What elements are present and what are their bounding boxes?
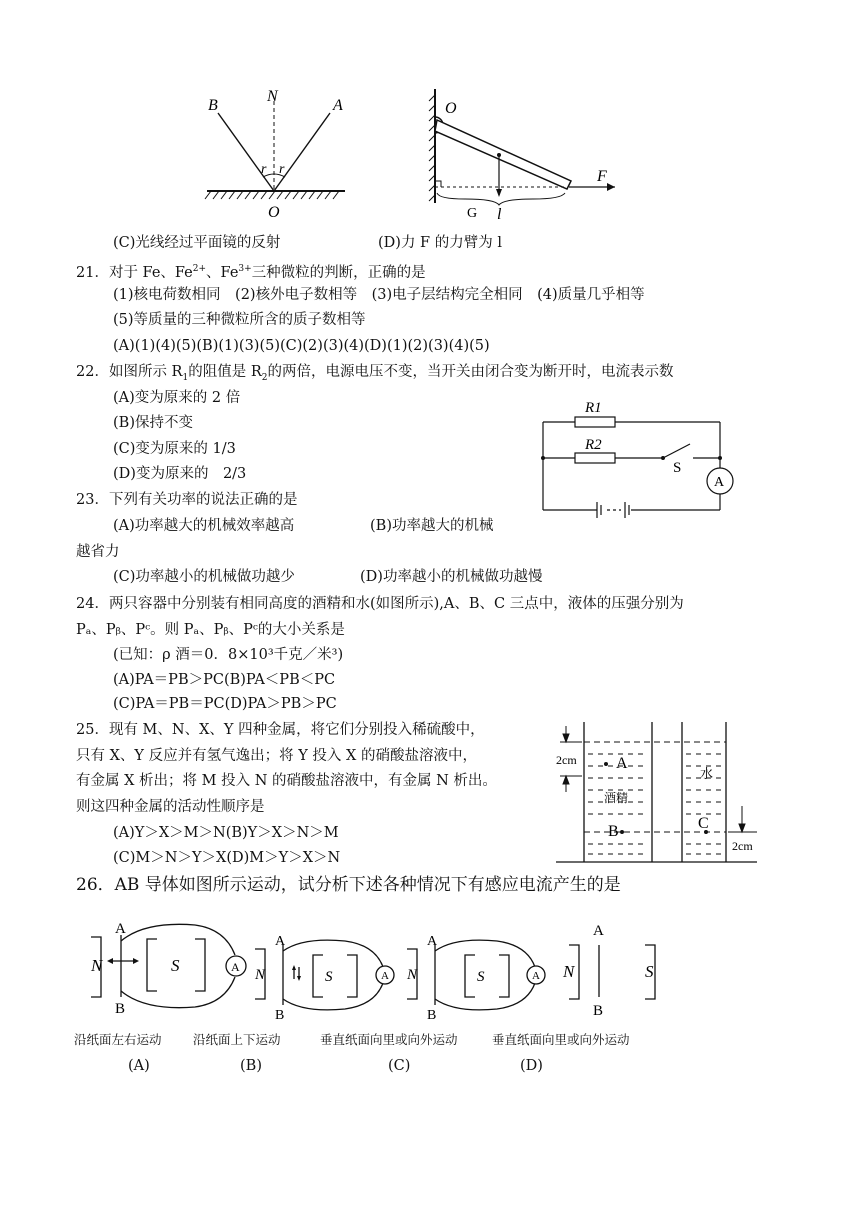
magnet-n-icon: N <box>91 956 103 975</box>
q26-label-d: (D) <box>520 1058 543 1074</box>
q26-caption-b: 沿纸面上下运动 <box>193 1032 281 1047</box>
q26-stem: 26．AB 导体如图所示运动，试分析下述各种情况下有感应电流产生的是 <box>76 875 621 895</box>
q23-option-c: (C)功率越小的机械做功越少 <box>113 569 295 585</box>
fig-c-label-top: A <box>427 934 438 949</box>
weight-g-label: G <box>467 206 478 221</box>
q25-line4: 则这四种金属的活动性顺序是 <box>76 799 265 815</box>
normal-n-label: N <box>267 88 278 105</box>
r2-label: R2 <box>585 437 602 453</box>
point-a-label: A <box>616 755 628 772</box>
magnet-n-icon: N <box>255 967 266 983</box>
lever-diagram <box>425 85 625 225</box>
depth-bottom-label: 2cm <box>732 839 753 853</box>
water-label: 水 <box>700 766 714 781</box>
magnet-n-icon: N <box>563 962 575 981</box>
q24-options-ab: (A)PA＝PB＞PC(B)PA＜PB＜PC <box>113 672 336 688</box>
angle-r-right: r <box>279 162 285 177</box>
magnet-s-icon: S <box>645 962 654 981</box>
q22-option-c: (C)变为原来的 1/3 <box>113 441 236 457</box>
r1-label: R1 <box>585 400 602 416</box>
q26-label-c: (C) <box>388 1058 411 1074</box>
q23-option-d: (D)功率越小的机械做功越慢 <box>360 569 543 585</box>
magnet-s-icon: S <box>477 969 485 985</box>
switch-s-label: S <box>673 460 682 476</box>
q23-stem: 23．下列有关功率的说法正确的是 <box>76 492 298 508</box>
q21-stem: 21．对于 Fe、$Fe^{2+}$、$Fe^{3+}$三种微粒的判断，正确的是 <box>76 264 426 281</box>
galvanometer-icon: A <box>231 960 240 974</box>
q24-options-cd: (C)PA＝PB＝PC(D)PA＞PB＞PC <box>113 696 337 712</box>
containers-diagram <box>552 722 777 867</box>
q21-line1: (1)核电荷数相同 (2)核外电子数相等 (3)电子层结构完全相同 (4)质量几乎相等 <box>113 287 645 303</box>
q26-caption-a: 沿纸面左右运动 <box>74 1032 162 1047</box>
alcohol-label: 酒精 <box>604 791 629 805</box>
q26-label-b: (B) <box>240 1058 262 1074</box>
magnet-s-icon: S <box>325 969 333 985</box>
fig-a-label-bottom: B <box>115 1001 126 1017</box>
ray-b-label: B <box>208 97 218 114</box>
q23-option-b-wrap: 越省力 <box>76 544 120 560</box>
q20-option-c: (C)光线经过平面镜的反射 <box>113 235 281 251</box>
fig-c-label-bottom: B <box>427 1008 437 1023</box>
galvanometer-icon: A <box>532 970 540 982</box>
q25-line3: 有金属 X 析出；将 M 投入 N 的硝酸盐溶液中，有金属 N 析出。 <box>76 773 497 789</box>
q20-option-d: (D)力 F 的力臂为 l <box>378 235 502 251</box>
point-b-label: B <box>608 823 619 840</box>
q22-stem: 22．如图所示 $R_1$的阻值是 $R_2$的两倍，电源电压不变，当开关由闭合变为断开时，电流表示数 <box>76 364 674 383</box>
lever-arm-l-label: l <box>497 206 502 223</box>
ray-a-label: A <box>333 97 343 114</box>
q22-option-b: (B)保持不变 <box>113 415 193 431</box>
q24-known: (已知：ρ 酒＝0．8×10³千克／米³) <box>113 647 344 663</box>
angle-r-left: r <box>261 162 267 177</box>
q25-options-cd: (C)M＞N＞Y＞X(D)M＞Y＞X＞N <box>113 850 341 866</box>
circuit-diagram <box>535 392 745 522</box>
force-f-label: F <box>597 168 607 185</box>
fig-a-label-top: A <box>115 921 126 937</box>
q25-line1: 25．现有 M、N、X、Y 四种金属，将它们分别投入稀硫酸中， <box>76 722 485 738</box>
q21-options: (A)(1)(4)(5)(B)(1)(3)(5)(C)(2)(3)(4)(D)(1)(2)(3)(4)(5) <box>113 338 490 354</box>
q24-stem-line2: Pₐ、Pᵦ、Pᶜ。则 Pₐ、Pᵦ、Pᶜ的大小关系是 <box>76 622 345 638</box>
galvanometer-icon: A <box>381 970 389 982</box>
q26-caption-d: 垂直纸面向里或向外运动 <box>492 1032 630 1047</box>
reflection-diagram <box>195 85 365 220</box>
q22-option-d: (D)变为原来的 2/3 <box>113 466 247 482</box>
magnet-s-icon: S <box>171 956 180 975</box>
point-o-label: O <box>268 204 280 221</box>
q23-option-a: (A)功率越大的机械效率越高 <box>113 518 295 534</box>
fig-d-label-bottom: B <box>593 1003 604 1019</box>
magnet-n-icon: N <box>407 967 418 983</box>
induction-diagrams <box>85 915 685 1025</box>
fig-d-label-top: A <box>593 923 604 939</box>
q23-option-b: (B)功率越大的机械 <box>370 518 494 534</box>
q26-label-a: (A) <box>128 1058 150 1074</box>
q24-stem-line1: 24．两只容器中分别装有相同高度的酒精和水(如图所示),A、B、C 三点中，液体的压强分别为 <box>76 596 684 612</box>
fig-b-label-bottom: B <box>275 1008 285 1023</box>
fig-b-label-top: A <box>275 934 286 949</box>
q22-option-a: (A)变为原来的 2 倍 <box>113 390 241 406</box>
point-c-label: C <box>698 815 709 832</box>
q25-options-ab: (A)Y＞X＞M＞N(B)Y＞X＞N＞M <box>113 825 339 841</box>
ammeter-icon: A <box>714 475 725 490</box>
q21-line2: (5)等质量的三种微粒所含的质子数相等 <box>113 312 366 328</box>
q25-line2: 只有 X、Y 反应并有氢气逸出；将 Y 投入 X 的硝酸盐溶液中， <box>76 748 477 764</box>
pivot-o-label: O <box>445 100 457 117</box>
depth-top-label: 2cm <box>556 753 577 767</box>
q26-caption-c: 垂直纸面向里或向外运动 <box>320 1032 458 1047</box>
